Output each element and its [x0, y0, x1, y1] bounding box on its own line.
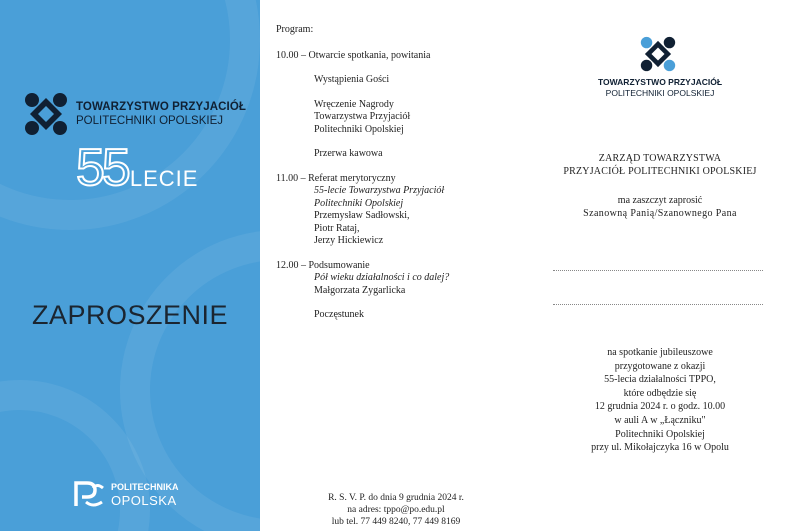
- anniversary-number: 55: [76, 139, 128, 197]
- detail-line: 55-lecia działalności TPPO,: [604, 374, 716, 386]
- event-details: [545, 346, 775, 455]
- org-name-line2: POLITECHNIKI OPOLSKIEJ: [76, 115, 223, 127]
- org-name-line1: TOWARZYSTWO PRZYJACIÓŁ: [76, 101, 247, 113]
- board-line1: ZARZĄD TOWARZYSTWA: [598, 153, 722, 164]
- cover-panel: [0, 0, 260, 531]
- politechnika-logo: [73, 480, 179, 508]
- program-item: 12.00 – Podsumowanie: [276, 259, 370, 271]
- program-item: Przemysław Sadłowski,: [314, 210, 410, 221]
- program-item: Wręczenie Nagrody: [314, 98, 394, 110]
- rsvp-email: na adres: tppo@po.edu.pl: [347, 505, 445, 515]
- program-item: Piotr Rataj,: [314, 222, 360, 234]
- invite-text: ma zaszczyt zaprosić: [617, 195, 703, 206]
- anniversary-mark: [76, 139, 199, 197]
- program-item: Politechniki Opolskiej: [314, 123, 404, 135]
- program-item: Małgorzata Zygarlicka: [314, 284, 406, 296]
- name-field-line: [553, 304, 763, 305]
- detail-line: 12 grudnia 2024 r. o godz. 10.00: [594, 401, 726, 413]
- rsvp-block: [276, 492, 516, 528]
- program-item: Towarzystwa Przyjaciół: [314, 111, 411, 122]
- detail-line: w auli A w „Łączniku": [614, 414, 706, 426]
- program-item: 55-lecie Towarzystwa Przyjaciół: [314, 185, 445, 196]
- rsvp-phone: lub tel. 77 449 8240, 77 449 8169: [331, 517, 461, 527]
- program-item: Pół wieku działalności i co dalej?: [314, 272, 450, 283]
- board-name: [545, 152, 775, 178]
- invitation-panel: [545, 0, 775, 531]
- program-item: Poczęstunek: [314, 309, 364, 320]
- po-name-line2: OPOLSKA: [111, 493, 177, 508]
- program-item: 10.00 – Otwarcie spotkania, powitania: [276, 49, 431, 61]
- rsvp-deadline: R. S. V. P. do dnia 9 grudnia 2024 r.: [328, 493, 464, 503]
- board-line2: PRZYJACIÓŁ POLITECHNIKI OPOLSKIEJ: [563, 166, 757, 177]
- address-salutation: Szanowną Panią/Szanownego Pana: [583, 208, 737, 219]
- invitation-title: ZAPROSZENIE: [31, 300, 229, 330]
- detail-line: które odbędzie się: [623, 387, 697, 399]
- detail-line: Politechniki Opolskiej: [615, 428, 705, 440]
- tppo-emblem-icon: [640, 36, 676, 72]
- detail-line: przy ul. Mikołajczyka 16 w Opolu: [591, 442, 729, 454]
- program-header: Program:: [276, 24, 314, 35]
- po-name-line1: POLITECHNIKA: [111, 482, 179, 492]
- program-item: Wystąpienia Gości: [314, 74, 390, 85]
- program-item: Przerwa kawowa: [314, 148, 383, 159]
- program-item: Jerzy Hickiewicz: [314, 235, 384, 246]
- politechnika-emblem-icon: [73, 480, 105, 508]
- anniversary-suffix: LECIE: [129, 166, 199, 191]
- org-name-line2: POLITECHNIKI OPOLSKIEJ: [605, 88, 715, 98]
- program-item: 11.00 – Referat merytoryczny: [276, 172, 396, 184]
- program-item: Politechniki Opolskiej: [314, 197, 404, 209]
- org-name-line1: TOWARZYSTWO PRZYJACIÓŁ: [597, 77, 723, 87]
- tppo-logo: [24, 92, 246, 136]
- name-field-line: [553, 270, 763, 271]
- detail-line: na spotkanie jubileuszowe: [607, 347, 713, 358]
- program-section: [276, 24, 516, 322]
- detail-line: przygotowane z okazji: [614, 360, 706, 372]
- tppo-emblem-icon: [24, 92, 68, 136]
